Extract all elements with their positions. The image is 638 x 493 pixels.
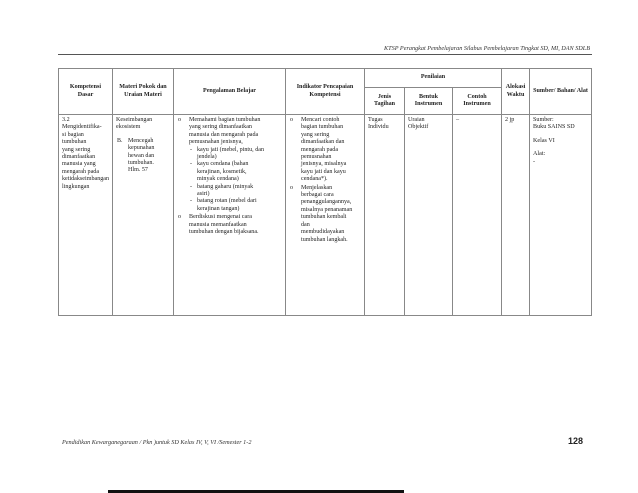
kd-line: yang sering [62, 146, 91, 153]
page-number: 128 [568, 436, 584, 446]
kd-line: manusia yang [62, 161, 96, 168]
indikator-list [289, 117, 361, 244]
header-materi-pokok: Materi Pokok dan Uraian Materi [113, 69, 174, 115]
table-row [59, 115, 592, 316]
cell-pengalaman-belajar [174, 115, 286, 316]
materi-intro-line: ekosistem [116, 124, 141, 131]
kd-line: dimanfaatkan [62, 154, 96, 161]
cell-kompetensi-dasar [59, 115, 113, 316]
cell-jenis-tagihan: Tugas Individu [365, 115, 405, 316]
header-kompetensi-dasar: Kompetensi Dasar [59, 69, 113, 115]
kd-line: lingkungan [62, 183, 90, 190]
list-item: - kayu jati (mebel, pintu, dan jendela) [189, 147, 282, 162]
kd-line: ketidakseimbangan [62, 176, 110, 183]
header-indikator: Indikator Pencapaian Kompetensi [286, 69, 365, 115]
header-alokasi-waktu: Alokasi Waktu [502, 69, 530, 115]
list-item: o Memahami bagian tumbuhan yang sering dimanfaatkan manusia dan mengarah pada pemusnahan jenisnya, - kayu jati (mebel, pintu, dan jendela) - kayu cendana (bahan kerajinan, kosmetik, minyak cendana) - batang gaharu (minyak asiri) - batang rotan (mebel dari kerajinan tangan) [177, 117, 282, 213]
header-penilaian: Penilaian [365, 69, 502, 88]
kd-line: mengarah pada [62, 168, 100, 175]
header-sumber-bahan: Sumber/ Bahan/ Alat [530, 69, 592, 115]
kd-line: 3.2 Mengidentifika- [62, 117, 102, 131]
header-jenis-tagihan: Jenis Tagihan [365, 88, 405, 115]
page-header-text: KTSP Perangkat Pembelajaran Silabus Pembelajaran Tingkat SD, MI, DAN SDLB [384, 45, 590, 52]
cell-materi [113, 115, 174, 316]
cell-sumber-bahan: Sumber: Buku SAINS SD Kelas VI Alat: - [530, 115, 592, 316]
pengalaman-list [177, 117, 282, 237]
materi-intro-line: Keseimbangan [116, 117, 153, 123]
page-footer-text: Pendidikan Kewarganegaraan / Pkn )untuk SD Kelas IV, V, VI /Semester 1-2 [62, 439, 252, 446]
list-item: o Mencari contoh bagian tumbuhan yang sering dimanfaatkan dan mengarah pada pemusnahan jenisnya, misalnya kayu jati dan kayu cendana*). [289, 117, 361, 184]
list-item: B. Mencegah kepunahan hewan dan tumbuhan. Hlm. 57 [116, 138, 170, 175]
syllabus-table [58, 68, 592, 316]
header-divider [58, 54, 592, 55]
list-item: o Berdiskusi mengenai cara manusia memanfaatkan tumbuhan dengan bijaksana. [177, 214, 282, 236]
cell-indikator [286, 115, 365, 316]
materi-list [116, 138, 170, 175]
header-bentuk-instrumen: Bentuk Instrumen [405, 88, 453, 115]
pengalaman-sublist [189, 147, 282, 214]
list-item: - batang gaharu (minyak asiri) [189, 184, 282, 199]
list-item: - kayu cendana (bahan kerajinan, kosmetik, minyak cendana) [189, 161, 282, 183]
cell-alokasi-waktu: 2 jp [502, 115, 530, 316]
list-item: o Menjelaskan berbagai cara penanggulangannya, misalnya penanaman tumbuhan kembali dan membudidayakan tumbuhan langkah. [289, 185, 361, 244]
kd-line: si bagian tumbuhan [62, 131, 87, 146]
cell-bentuk-instrumen: Uraian Objektif [405, 115, 453, 316]
list-item: - batang rotan (mebel dari kerajinan tangan) [189, 198, 282, 213]
cell-contoh-instrumen: – [453, 115, 502, 316]
header-contoh-instrumen: Contoh Instrumen [453, 88, 502, 115]
header-pengalaman-belajar: Pengalaman Belajar [174, 69, 286, 115]
